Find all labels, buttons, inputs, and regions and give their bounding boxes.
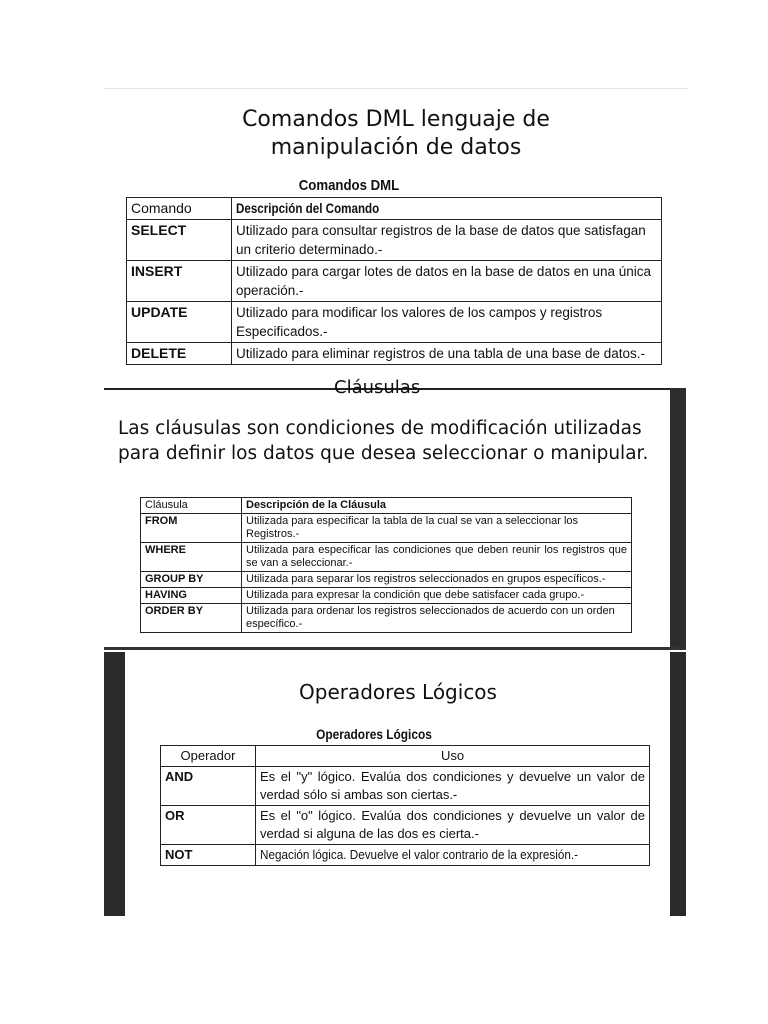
slide-dml-commands: [104, 88, 688, 388]
divider: [104, 647, 686, 650]
header-cell: Uso: [256, 746, 650, 767]
description-cell: Negación lógica. Devuelve el valor contrario de la expresión.-: [256, 845, 650, 866]
table-row: [127, 261, 662, 302]
description-cell: Utilizada para separar los registros seleccionados en grupos específicos.-: [242, 572, 632, 588]
table-header-row: [127, 198, 662, 220]
table-caption: Comandos DML: [298, 177, 400, 194]
divider: [104, 88, 688, 89]
table-row: [141, 514, 632, 543]
description-cell: Es el "o" lógico. Evalúa dos condiciones y devuelve un valor de verdad si alguna de las dos es cierta.-: [256, 806, 650, 845]
description-cell: Utilizado para cargar lotes de datos en la base de datos en una única operación.-: [232, 261, 662, 302]
slide-title: Comandos DML lenguaje de manipulación de datos: [242, 107, 550, 160]
header-cell: Comando: [127, 198, 232, 220]
command-cell: DELETE: [127, 343, 232, 365]
table-row: [141, 543, 632, 572]
table-row: [161, 845, 650, 866]
slide-logical-operators: [104, 652, 686, 916]
slide-heading-cut: Cláusulas: [334, 377, 421, 398]
slide-title: Operadores Lógicos: [299, 680, 497, 704]
dml-commands-table: [126, 197, 662, 365]
slide-clauses: [104, 377, 686, 650]
header-cell: Operador: [161, 746, 256, 767]
command-cell: SELECT: [127, 220, 232, 261]
clause-cell: WHERE: [141, 543, 242, 572]
description-cell: Es el "y" lógico. Evalúa dos condiciones y devuelve un valor de verdad sólo si ambas son ciertas.-: [256, 767, 650, 806]
intro-paragraph: Las cláusulas son condiciones de modificación utilizadas para definir los datos que desea seleccionar o manipular.: [118, 418, 649, 464]
operator-cell: AND: [161, 767, 256, 806]
header-cell: Cláusula: [141, 498, 242, 514]
description-cell: Utilizado para modificar los valores de los campos y registros Especificados.-: [232, 302, 662, 343]
table-row: [127, 220, 662, 261]
clause-cell: HAVING: [141, 588, 242, 604]
table-header-row: [141, 498, 632, 514]
table-row: [127, 302, 662, 343]
header-cell: Descripción del Comando: [232, 198, 662, 220]
clause-cell: GROUP BY: [141, 572, 242, 588]
header-cell: Descripción de la Cláusula: [242, 498, 632, 514]
clause-cell: FROM: [141, 514, 242, 543]
description-cell: Utilizado para consultar registros de la base de datos que satisfagan un criterio determinado.-: [232, 220, 662, 261]
table-row: [141, 572, 632, 588]
dark-border: [670, 388, 686, 650]
clauses-table: [140, 497, 632, 633]
operator-cell: OR: [161, 806, 256, 845]
command-cell: INSERT: [127, 261, 232, 302]
table-row: [141, 588, 632, 604]
description-cell: Utilizada para expresar la condición que debe satisfacer cada grupo.-: [242, 588, 632, 604]
description-cell: Utilizada para especificar las condiciones que deben reunir los registros que se van a seleccionar.-: [242, 543, 632, 572]
table-row: [161, 806, 650, 845]
clause-cell: ORDER BY: [141, 604, 242, 633]
table-row: [161, 767, 650, 806]
operator-cell: NOT: [161, 845, 256, 866]
table-header-row: [161, 746, 650, 767]
logical-operators-table: [160, 745, 650, 866]
description-cell: Utilizada para ordenar los registros seleccionados de acuerdo con un orden específico.-: [242, 604, 632, 633]
description-cell: Utilizado para eliminar registros de una tabla de una base de datos.-: [232, 343, 662, 365]
description-cell: Utilizada para especificar la tabla de la cual se van a seleccionar los Registros.-: [242, 514, 632, 543]
table-row: [141, 604, 632, 633]
table-row: [127, 343, 662, 365]
table-caption: Operadores Lógicos: [316, 726, 432, 742]
command-cell: UPDATE: [127, 302, 232, 343]
